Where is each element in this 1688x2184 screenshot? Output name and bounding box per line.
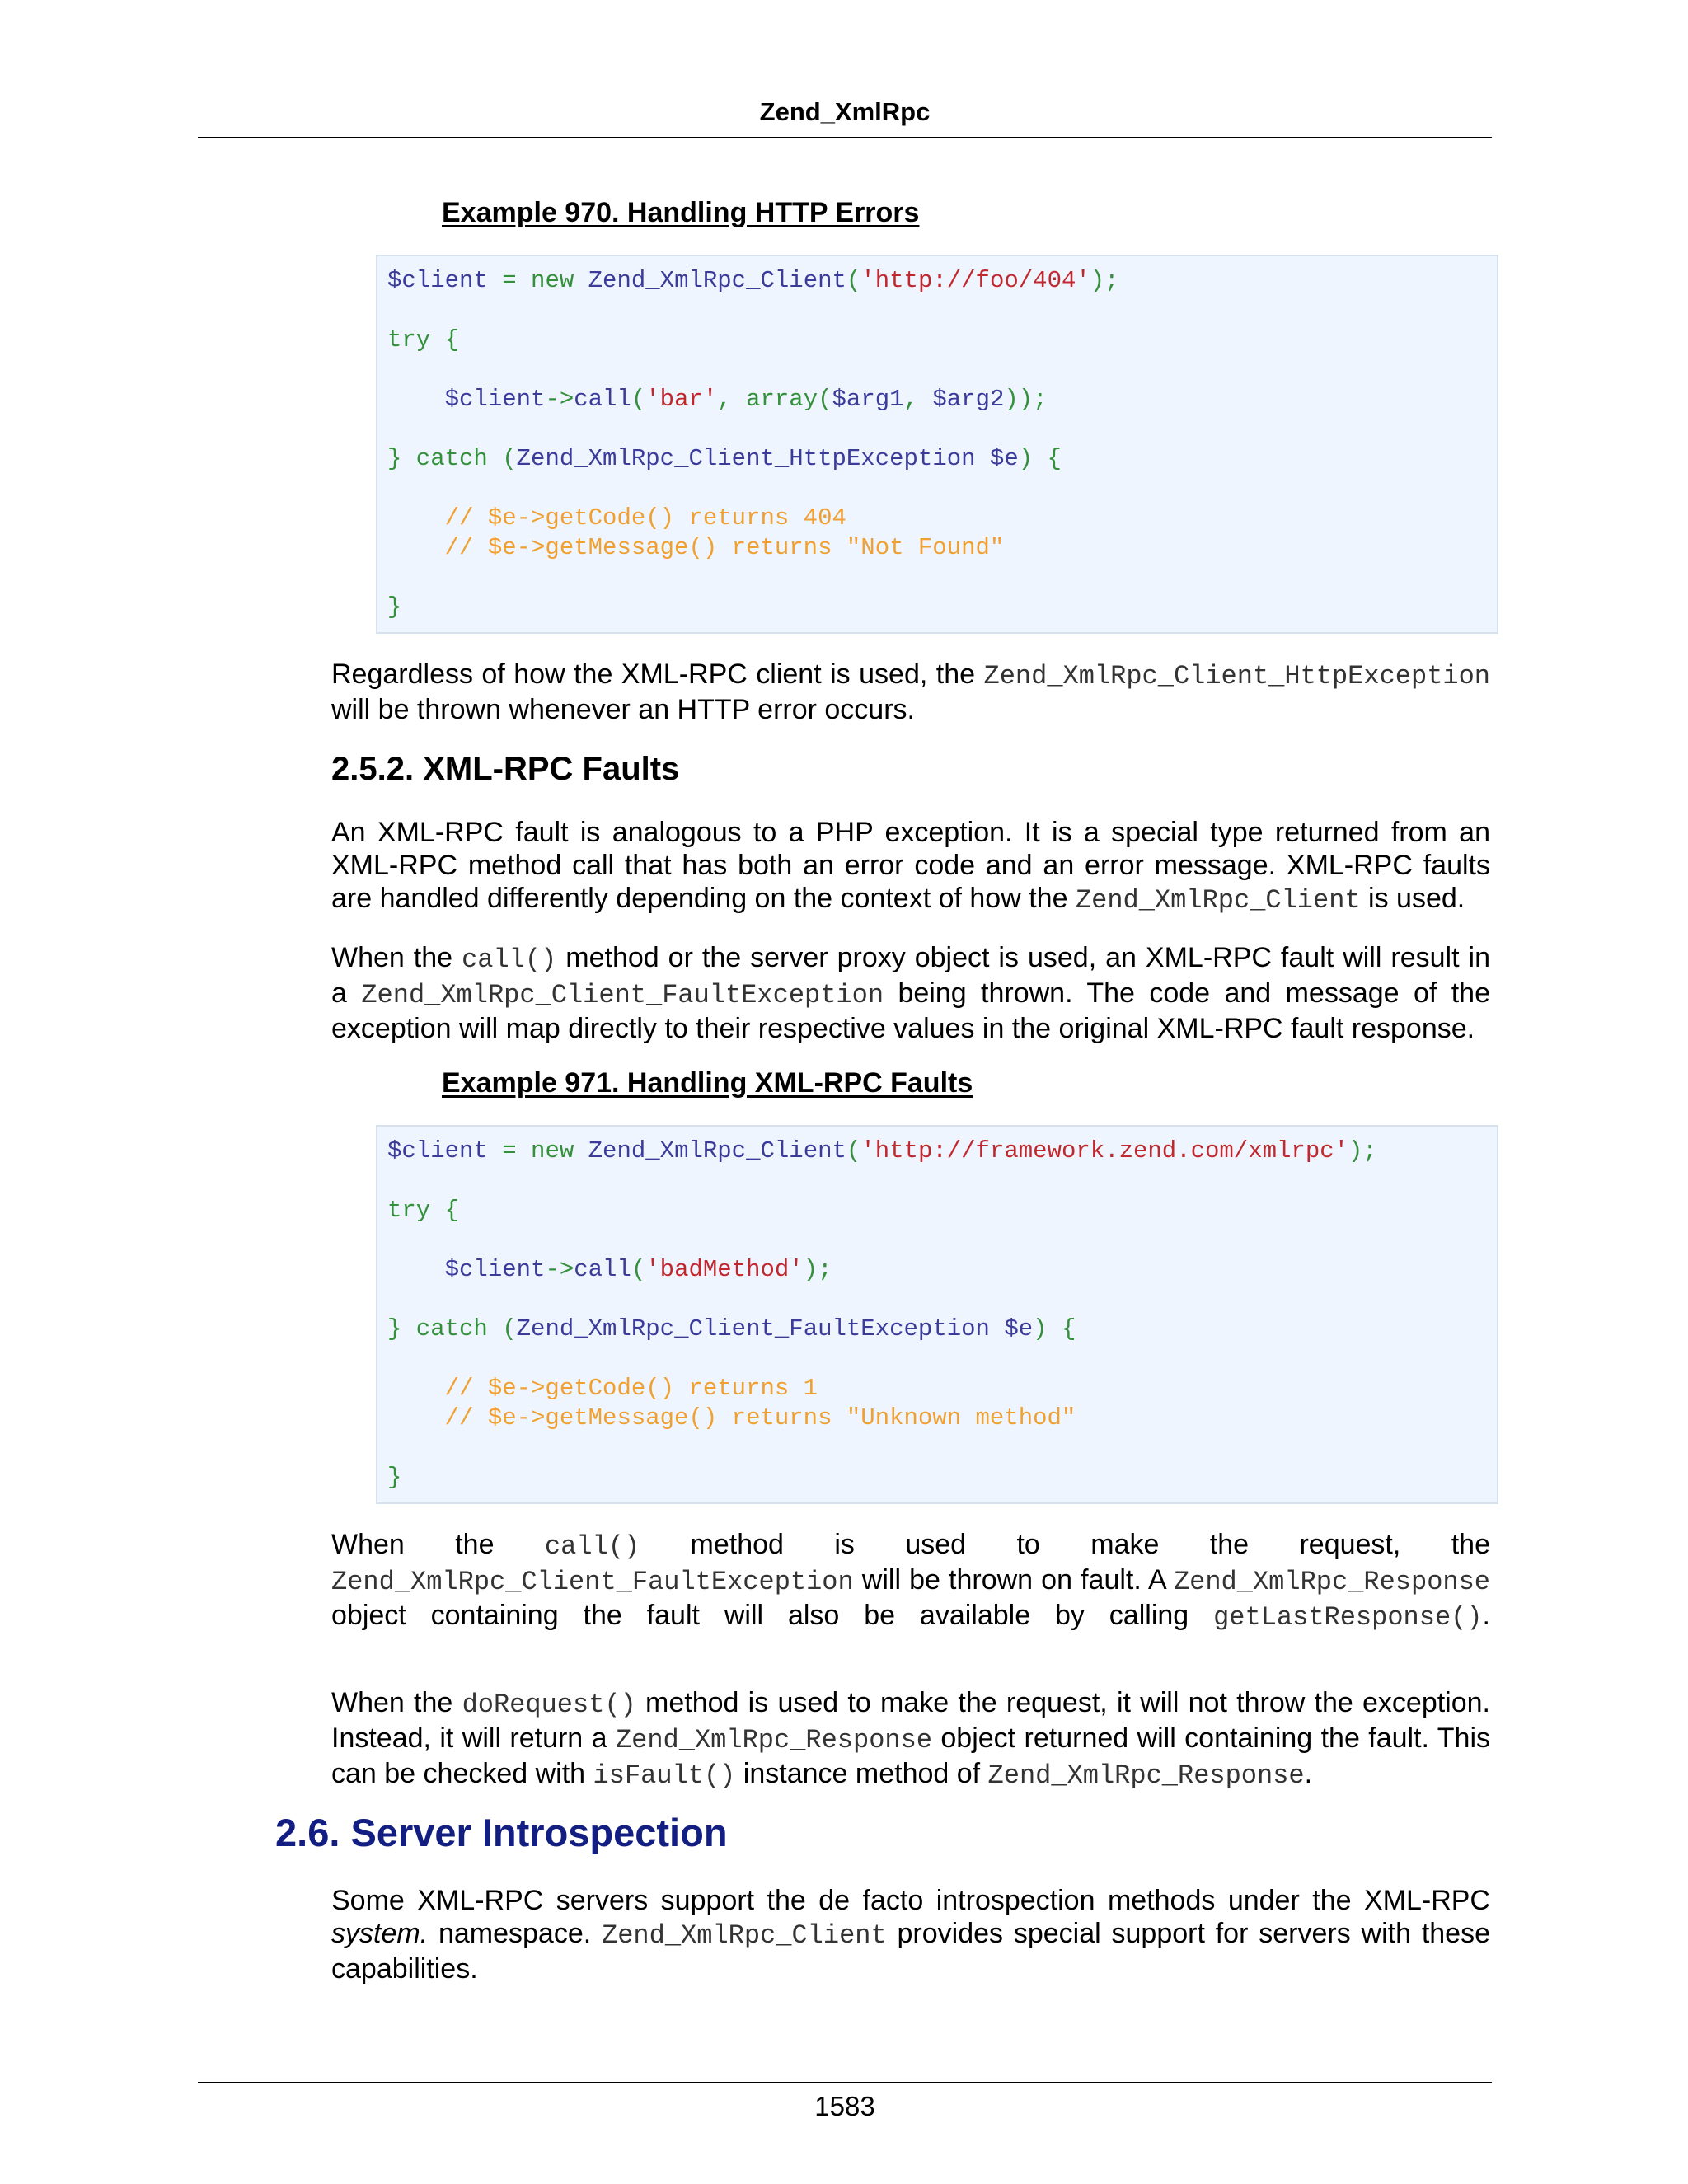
section-heading-2-5-2: 2.5.2. XML-RPC Faults	[331, 751, 680, 787]
code-token: 'bar'	[645, 386, 718, 413]
code-token: $e	[975, 445, 1019, 472]
inline-code: call()	[544, 1531, 640, 1562]
code-token: , array(	[717, 386, 832, 413]
code-token: (	[631, 1256, 646, 1283]
code-token: (	[846, 267, 861, 294]
code-line	[387, 1137, 1487, 1166]
code-token: (	[846, 1137, 861, 1165]
code-line	[387, 1344, 1487, 1374]
inline-code: Zend_XmlRpc_Client	[1075, 885, 1361, 916]
code-line	[387, 1255, 1487, 1285]
inline-code: call()	[462, 944, 557, 975]
code-line	[387, 1463, 1487, 1493]
code-line	[387, 1285, 1487, 1315]
paragraph-fault-intro: An XML-RPC fault is analogous to a PHP exception. It is a special type returned from an XML-RPC method call that has both an error code and an error message. XML-RPC faults are handled differently depending on the context of how the Zend_XmlRpc_Client is used.	[331, 817, 1490, 916]
code-line	[387, 1166, 1487, 1196]
inline-code: Zend_XmlRpc_Client_FaultException	[331, 1567, 854, 1597]
inline-code: Zend_XmlRpc_Client	[602, 1920, 887, 1951]
code-token: call	[574, 1256, 631, 1283]
inline-code: getLastResponse()	[1213, 1602, 1483, 1633]
code-token: = new	[487, 267, 588, 294]
code-line	[387, 1196, 1487, 1226]
code-token: $client	[387, 386, 546, 413]
inline-code: Zend_XmlRpc_Response	[615, 1725, 932, 1755]
code-line	[387, 266, 1487, 296]
code-token: );	[1090, 267, 1119, 294]
inline-code: Zend_XmlRpc_Response	[987, 1760, 1305, 1791]
code-line	[387, 385, 1487, 415]
code-token: = new	[487, 1137, 588, 1165]
code-token: (	[631, 386, 646, 413]
code-token: // $e->getMessage() returns "Unknown method"	[387, 1404, 1076, 1432]
code-token: // $e->getCode() returns 1	[387, 1375, 818, 1402]
code-line	[387, 1226, 1487, 1255]
inline-code: isFault()	[593, 1760, 736, 1791]
code-line	[387, 444, 1487, 474]
code-token: Zend_XmlRpc_Client	[588, 267, 846, 294]
code-token: ));	[1004, 386, 1048, 413]
paragraph-fault-exception: When the call() method or the server proxy object is used, an XML-RPC fault will result in a Zend_XmlRpc_Client_FaultException being thrown. The code and message of the exception will map directly to their respective values in the original XML-RPC fault response.	[331, 942, 1491, 1044]
code-token: Zend_XmlRpc_Client	[588, 1137, 846, 1165]
code-token: 'http://framework.zend.com/xmlrpc'	[860, 1137, 1349, 1165]
code-token: ) {	[1018, 445, 1062, 472]
code-token: ->	[545, 386, 574, 413]
inline-code: Zend_XmlRpc_Client_HttpException	[983, 661, 1490, 691]
code-line	[387, 563, 1487, 593]
section-heading-2-6: 2.6. Server Introspection	[275, 1811, 728, 1854]
code-line	[387, 415, 1487, 444]
code-line	[387, 1404, 1487, 1433]
code-line	[387, 1433, 1487, 1463]
code-token: $e	[989, 1315, 1034, 1343]
code-line	[387, 296, 1487, 326]
code-token: }	[387, 1464, 402, 1491]
example-971-code-block	[376, 1125, 1498, 1504]
code-line	[387, 1315, 1487, 1344]
code-token: ,	[903, 386, 933, 413]
code-token: Zend_XmlRpc_Client_FaultException	[516, 1315, 990, 1343]
footer-rule	[198, 2082, 1492, 2083]
code-token: } catch (	[387, 1315, 517, 1343]
inline-code: Zend_XmlRpc_Client_FaultException	[361, 980, 884, 1010]
code-token: $arg1	[832, 386, 904, 413]
code-token: ) {	[1033, 1315, 1076, 1343]
running-header: Zend_XmlRpc	[759, 97, 931, 126]
paragraph-dorequest-method: When the doRequest() method is used to make the request, it will not throw the exception. Instead, it will return a Zend_XmlRpc_Response object returned will containing the fault. This can be checked with isFault() instance method of Zend_XmlRpc_Response.	[331, 1687, 1490, 1791]
code-token: $client	[387, 267, 488, 294]
code-token: ->	[545, 1256, 574, 1283]
code-token: $client	[387, 1137, 488, 1165]
paragraph-introspection: Some XML-RPC servers support the de facto introspection methods under the XML-RPC system. namespace. Zend_XmlRpc_Client provides special support for servers with these capabilities.	[331, 1885, 1490, 1985]
code-line	[387, 355, 1487, 385]
code-line	[387, 593, 1487, 622]
code-token: $client	[387, 1256, 546, 1283]
code-token: // $e->getMessage() returns "Not Found"	[387, 534, 1005, 561]
code-token: }	[387, 593, 402, 621]
inline-code: doRequest()	[462, 1690, 636, 1720]
code-token: } catch (	[387, 445, 517, 472]
page-number: 1583	[814, 2091, 875, 2121]
code-token: try {	[387, 1197, 460, 1224]
code-line	[387, 1374, 1487, 1404]
example-971-title: Example 971. Handling XML-RPC Faults	[442, 1067, 973, 1099]
code-token: try {	[387, 326, 460, 354]
inline-code: Zend_XmlRpc_Response	[1173, 1567, 1490, 1597]
example-970-title: Example 970. Handling HTTP Errors	[442, 197, 920, 228]
code-line	[387, 474, 1487, 504]
header-rule	[198, 137, 1492, 138]
code-token: 'http://foo/404'	[860, 267, 1090, 294]
code-token: // $e->getCode() returns 404	[387, 504, 846, 532]
example-970-code-block	[376, 255, 1498, 634]
code-line	[387, 326, 1487, 355]
code-token: );	[1348, 1137, 1377, 1165]
code-token: );	[803, 1256, 832, 1283]
code-line	[387, 504, 1487, 533]
code-token: Zend_XmlRpc_Client_HttpException	[516, 445, 976, 472]
code-line	[387, 533, 1487, 563]
code-token: call	[574, 386, 631, 413]
code-token: 'badMethod'	[645, 1256, 804, 1283]
paragraph-http-exception: Regardless of how the XML-RPC client is used, the Zend_XmlRpc_Client_HttpException will be thrown whenever an HTTP error occurs.	[331, 658, 1490, 725]
paragraph-call-method: When the call() method is used to make the request, the Zend_XmlRpc_Client_FaultException will be thrown on fault. A Zend_XmlRpc_Response object containing the fault will also be available by calling getLastResponse().	[331, 1529, 1490, 1633]
code-token: $arg2	[932, 386, 1005, 413]
